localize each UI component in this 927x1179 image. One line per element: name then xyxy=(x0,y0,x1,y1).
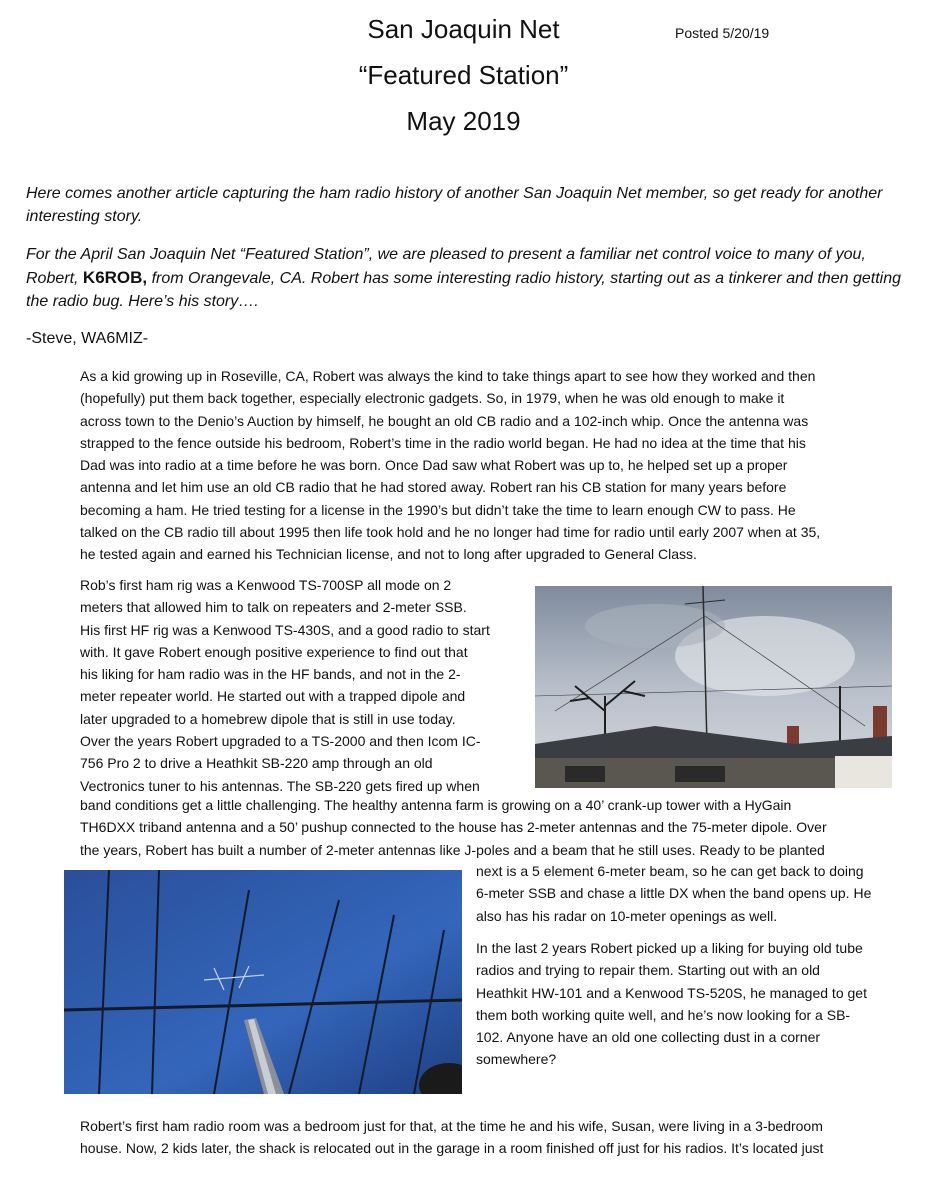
text-line: 102. Anyone have an old one collecting dust in a corner xyxy=(476,1029,821,1046)
signature: -Steve, WA6MIZ- xyxy=(26,330,149,347)
text-line: Heathkit HW-101 and a Kenwood TS-520S, he managed to get xyxy=(476,984,867,1001)
page-subtitle: “Featured Station” xyxy=(358,60,569,90)
text-line: somewhere? xyxy=(476,1051,557,1068)
text-line: across town to the Denio’s Auction by himself, he bought an old CB radio and a 102-inch whip. Once the antenna was xyxy=(80,412,809,429)
text-line: (hopefully) put them back together, especially electronic gadgets. So, in 1979, when he was old enough to make it xyxy=(80,390,785,407)
text-line: Dad was into radio at a time before he was born. Once Dad saw what Robert was up to, he helped set up a proper xyxy=(80,457,788,474)
intro-paragraph-1: Here comes another article capturing the ham radio history of another San Joaquin Net member, so get ready for another interesting story. xyxy=(26,185,883,225)
text-line: talked on the CB radio till about 1995 then life took hold and he no longer had time for radio until early 2007 when at 35, xyxy=(80,524,821,541)
text-line: Robert’s first ham radio room was a bedroom just for that, at the time he and his wife, Susan, were living in a 3-bedroom xyxy=(80,1118,823,1134)
intro-text-after: from Orangevale, CA. Robert has some interesting radio history, starting out as a tinkerer and then getting the radio bug. Here’s his story…. xyxy=(26,270,902,310)
text-line: Over the years Robert upgraded to a TS-2000 and then Icom IC- xyxy=(80,733,481,750)
text-line: he tested again and earned his Technician license, and not to long after upgraded to General Class. xyxy=(80,546,697,563)
text-line: TH6DXX triband antenna and a 50’ pushup connected to the house has 2-meter antennas and the 75-meter dipole. Over xyxy=(80,819,827,836)
beam-antenna-photo xyxy=(64,870,462,1094)
intro-paragraph-2 xyxy=(26,243,906,313)
text-line: strapped to the fence outside his bedroom, Robert’s time in the radio world began. He had no idea at the time that his xyxy=(80,434,806,451)
text-line: Vectronics tuner to his antennas. The SB-220 gets fired up when xyxy=(80,777,480,794)
page-title: San Joaquin Net xyxy=(367,14,560,44)
text-line: His first HF rig was a Kenwood TS-430S, and a good radio to start xyxy=(80,621,490,638)
article-paragraph-4 xyxy=(80,1115,904,1160)
text-line: becoming a ham. He tried testing for a license in the 1990’s but didn’t take the time to learn enough CW to pass. He xyxy=(80,501,796,518)
antenna-house-photo xyxy=(535,586,892,788)
text-line: radios and trying to repair them. Starting out with an old xyxy=(476,962,820,979)
text-line: Rob’s first ham rig was a Kenwood TS-700SP all mode on 2 xyxy=(80,577,452,593)
text-line: 756 Pro 2 to drive a Heathkit SB-220 amp through an old xyxy=(80,755,433,772)
article-paragraph-3 xyxy=(476,937,906,1071)
text-line: them both working quite well, and he’s now looking for a SB- xyxy=(476,1006,851,1023)
article-paragraph-1 xyxy=(80,365,904,566)
text-line: with. It gave Robert enough positive experience to find out that xyxy=(80,643,468,660)
article-paragraph-2-full xyxy=(80,794,904,861)
text-line: meters that allowed him to talk on repeaters and 2-meter SSB. xyxy=(80,599,467,616)
intro-text-before: For the April San Joaquin Net “Featured Station”, we are pleased to present a familiar net control voice to many of you, Robert, xyxy=(26,246,866,287)
text-line: antenna and let him use an old CB radio that he had stored away. Robert ran his CB station for many years before xyxy=(80,479,787,496)
issue-date: May 2019 xyxy=(406,106,521,136)
article-paragraph-2-left xyxy=(80,574,526,797)
text-line: also has his radar on 10-meter openings as well. xyxy=(476,907,778,924)
text-line: In the last 2 years Robert picked up a liking for buying old tube xyxy=(476,940,863,956)
text-line: later upgraded to a homebrew dipole that is still in use today. xyxy=(80,710,456,727)
text-line: his liking for ham radio was in the HF bands, and not in the 2- xyxy=(80,666,461,683)
text-line: next is a 5 element 6-meter beam, so he can get back to doing xyxy=(476,863,864,879)
text-line: 6-meter SSB and chase a little DX when the band opens up. He xyxy=(476,885,872,902)
text-line: the years, Robert has built a number of 2-meter antennas like J-poles and a beam that he still uses. Ready to be planted xyxy=(80,841,825,858)
text-line: meter repeater world. He started out with a trapped dipole and xyxy=(80,688,466,705)
callsign: K6ROB, xyxy=(82,268,148,287)
text-line: band conditions get a little challenging. The healthy antenna farm is growing on a 40’ crank-up tower with a HyGain xyxy=(80,797,792,813)
text-line: house. Now, 2 kids later, the shack is relocated out in the garage in a room finished off just for his radios. It’s located just xyxy=(80,1140,824,1157)
article-paragraph-2-right xyxy=(476,860,906,927)
posted-date: Posted 5/20/19 xyxy=(675,25,770,41)
text-line: As a kid growing up in Roseville, CA, Robert was always the kind to take things apart to see how they worked and then xyxy=(80,368,816,384)
